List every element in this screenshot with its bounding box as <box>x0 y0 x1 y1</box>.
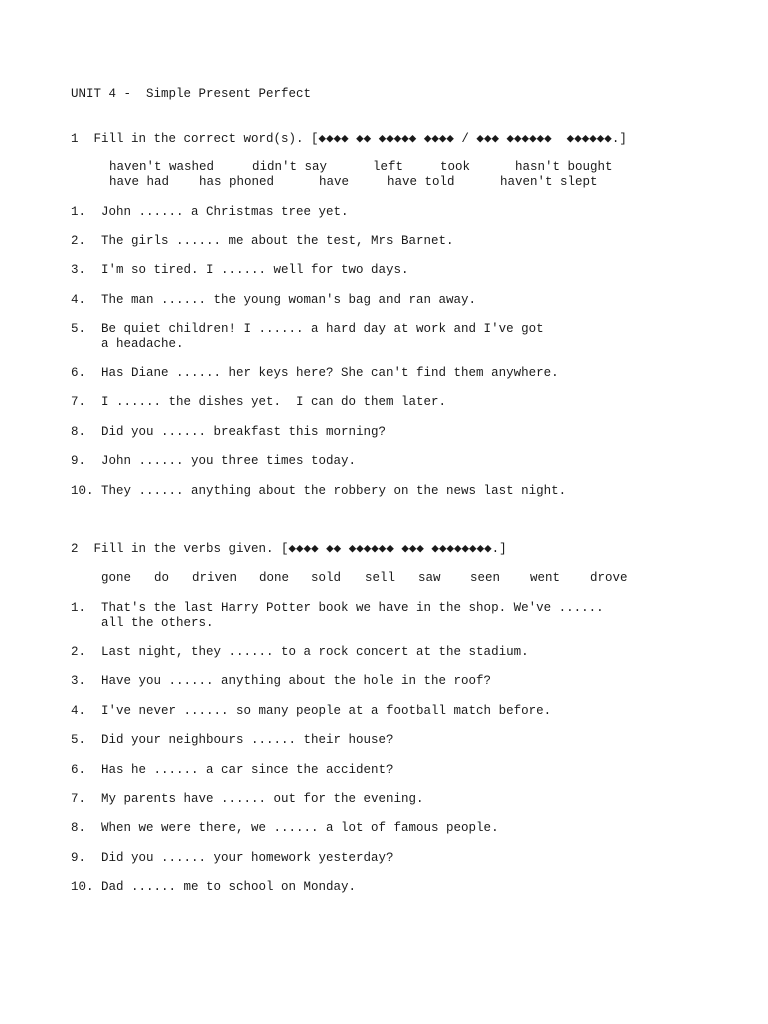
item-number: 5. <box>71 322 87 336</box>
item-number: 3. <box>71 674 87 688</box>
word-bank-item: haven't washed <box>109 160 215 174</box>
page-title: UNIT 4 - Simple Present Perfect <box>71 87 312 101</box>
item-text: Last night, they ...... to a rock concert at the stadium. <box>101 645 529 659</box>
word-bank-item: done <box>259 571 290 585</box>
item-number: 9. <box>71 851 87 865</box>
item-number: 8. <box>71 821 87 835</box>
item-text: The girls ...... me about the test, Mrs Barnet. <box>101 234 454 248</box>
item-number: 4. <box>71 704 87 718</box>
item-number: 10. <box>71 880 94 894</box>
section-1-word-bank-row-2 <box>0 175 768 190</box>
word-bank-item: left <box>373 160 404 174</box>
item-text: Be quiet children! I ...... a hard day at work and I've got <box>101 322 544 336</box>
item-number: 10. <box>71 484 94 498</box>
item-number: 7. <box>71 792 87 806</box>
item-number: 6. <box>71 366 87 380</box>
item-number: 2. <box>71 234 87 248</box>
word-bank-item: saw <box>418 571 441 585</box>
word-bank-item: have told <box>387 175 455 189</box>
item-text: Did you ...... your homework yesterday? <box>101 851 394 865</box>
item-text: I'm so tired. I ...... well for two days. <box>101 263 409 277</box>
item-number: 5. <box>71 733 87 747</box>
word-bank-item: driven <box>192 571 238 585</box>
word-bank-item: do <box>154 571 170 585</box>
word-bank-item: sell <box>365 571 396 585</box>
word-bank-item: went <box>530 571 561 585</box>
item-number: 3. <box>71 263 87 277</box>
section-1-word-bank-row-1 <box>0 160 768 175</box>
item-text: The man ...... the young woman's bag and ran away. <box>101 293 477 307</box>
section-1-heading: 1 Fill in the correct word(s). [◆◆◆◆ ◆◆ ◆◆◆◆◆ ◆◆◆◆ / ◆◆◆ ◆◆◆◆◆◆ ◆◆◆◆◆◆.] <box>71 132 627 146</box>
item-number: 6. <box>71 763 87 777</box>
word-bank-item: hasn't bought <box>515 160 613 174</box>
item-number: 1. <box>71 601 87 615</box>
item-text: John ...... you three times today. <box>101 454 357 468</box>
item-text: Dad ...... me to school on Monday. <box>101 880 357 894</box>
item-text: Has Diane ...... her keys here? She can't find them anywhere. <box>101 366 559 380</box>
item-text: I've never ...... so many people at a football match before. <box>101 704 552 718</box>
item-number: 8. <box>71 425 87 439</box>
word-bank-item: has phoned <box>199 175 275 189</box>
item-text: They ...... anything about the robbery on the news last night. <box>101 484 567 498</box>
section-2-heading: 2 Fill in the verbs given. [◆◆◆◆ ◆◆ ◆◆◆◆◆◆ ◆◆◆ ◆◆◆◆◆◆◆◆.] <box>71 542 507 556</box>
item-text: Did you ...... breakfast this morning? <box>101 425 387 439</box>
item-text: That's the last Harry Potter book we have in the shop. We've ...... <box>101 601 604 615</box>
item-text: John ...... a Christmas tree yet. <box>101 205 349 219</box>
word-bank-item: haven't slept <box>500 175 598 189</box>
item-number: 4. <box>71 293 87 307</box>
item-text: Has he ...... a car since the accident? <box>101 763 394 777</box>
item-number: 7. <box>71 395 87 409</box>
word-bank-item: didn't say <box>252 160 328 174</box>
item-text: Did your neighbours ...... their house? <box>101 733 394 747</box>
item-text: I ...... the dishes yet. I can do them later. <box>101 395 447 409</box>
item-number: 2. <box>71 645 87 659</box>
section-2-word-bank <box>0 571 768 586</box>
item-text: When we were there, we ...... a lot of famous people. <box>101 821 499 835</box>
word-bank-item: gone <box>101 571 132 585</box>
item-text: Have you ...... anything about the hole in the roof? <box>101 674 492 688</box>
item-number: 9. <box>71 454 87 468</box>
word-bank-item: seen <box>470 571 501 585</box>
word-bank-item: took <box>440 160 471 174</box>
item-text-continued: a headache. <box>101 337 184 351</box>
word-bank-item: drove <box>590 571 628 585</box>
word-bank-item: have had <box>109 175 170 189</box>
item-number: 1. <box>71 205 87 219</box>
word-bank-item: have <box>319 175 350 189</box>
item-text: My parents have ...... out for the evening. <box>101 792 424 806</box>
item-text-continued: all the others. <box>101 616 214 630</box>
word-bank-item: sold <box>311 571 342 585</box>
